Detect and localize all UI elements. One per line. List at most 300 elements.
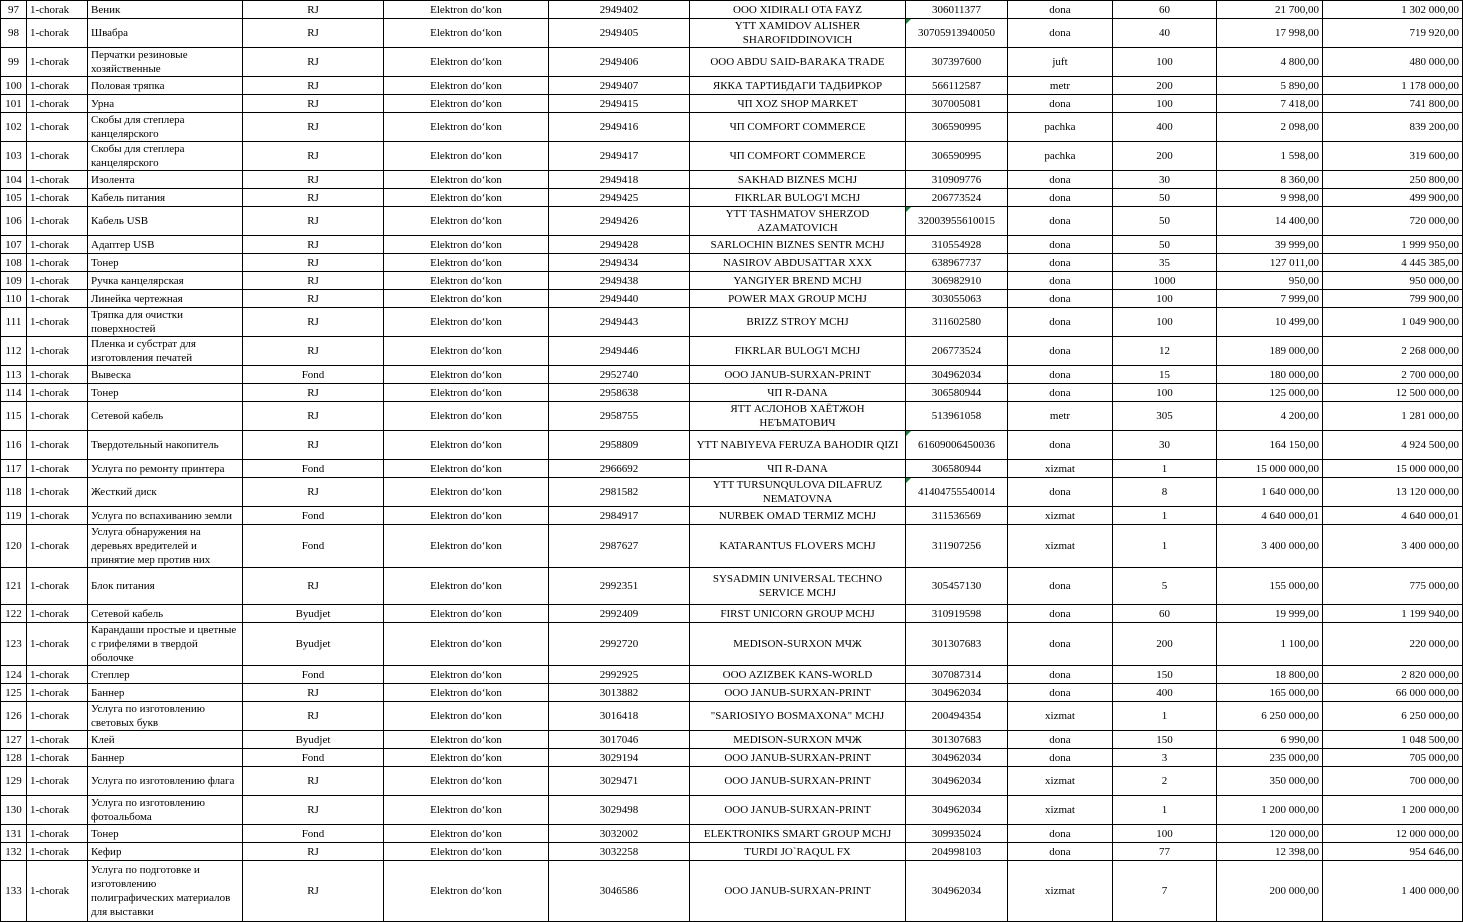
total-amount-cell: 1 199 940,00 [1323,605,1463,623]
quantity-cell: 200 [1113,623,1217,666]
unit-cell: pachka [1008,113,1113,142]
unit-cell: xizmat [1008,525,1113,568]
supplier-tin-cell: 32003955610015 [906,207,1008,236]
supplier-tin-cell: 41404755540014 [906,478,1008,507]
item-name-cell: Услуга по изготовлению флага [88,767,243,796]
item-name-cell: Адаптер USB [88,236,243,254]
quantity-cell: 50 [1113,207,1217,236]
funding-source-cell: Fond [243,507,384,525]
table-row [1,605,1463,623]
table-row [1,171,1463,189]
total-amount-cell: 1 400 000,00 [1323,861,1463,922]
contract-number-cell: 2949443 [549,308,690,337]
contract-number-cell: 2952740 [549,366,690,384]
item-name-cell: Изолента [88,171,243,189]
funding-source-cell: RJ [243,843,384,861]
row-number: 114 [1,384,27,402]
table-row [1,507,1463,525]
table-row [1,666,1463,684]
total-amount-cell: 4 445 385,00 [1323,254,1463,272]
row-number: 123 [1,623,27,666]
unit-cell: dona [1008,272,1113,290]
row-number: 109 [1,272,27,290]
unit-price-cell: 6 990,00 [1217,731,1323,749]
contract-number-cell: 2992351 [549,568,690,605]
contract-number-cell: 2949446 [549,337,690,366]
unit-cell: dona [1008,308,1113,337]
unit-cell: dona [1008,384,1113,402]
contract-number-cell: 2949428 [549,236,690,254]
unit-price-cell: 350 000,00 [1217,767,1323,796]
quarter-cell: 1-chorak [27,507,88,525]
quarter-cell: 1-chorak [27,460,88,478]
quarter-cell: 1-chorak [27,605,88,623]
supplier-name-cell: OOO JANUB-SURXAN-PRINT [690,684,906,702]
procurement-method-cell: Elektron do‘kon [384,460,549,478]
quantity-cell: 305 [1113,402,1217,431]
quantity-cell: 100 [1113,95,1217,113]
procurement-method-cell: Elektron do‘kon [384,431,549,460]
contract-number-cell: 2949418 [549,171,690,189]
contract-number-cell: 2949406 [549,48,690,77]
item-name-cell: Урна [88,95,243,113]
quarter-cell: 1-chorak [27,767,88,796]
quarter-cell: 1-chorak [27,796,88,825]
supplier-tin-cell: 200494354 [906,702,1008,731]
table-row [1,113,1463,142]
quantity-cell: 5 [1113,568,1217,605]
item-name-cell: Степлер [88,666,243,684]
quantity-cell: 50 [1113,236,1217,254]
supplier-tin-cell: 638967737 [906,254,1008,272]
procurement-method-cell: Elektron do‘kon [384,113,549,142]
supplier-tin-cell: 61609006450036 [906,431,1008,460]
quarter-cell: 1-chorak [27,189,88,207]
supplier-name-cell: OOO XIDIRALI OTA FAYZ [690,1,906,19]
row-number: 115 [1,402,27,431]
contract-number-cell: 2984917 [549,507,690,525]
quarter-cell: 1-chorak [27,431,88,460]
funding-source-cell: Fond [243,366,384,384]
supplier-tin-cell: 307005081 [906,95,1008,113]
funding-source-cell: RJ [243,171,384,189]
unit-price-cell: 4 640 000,01 [1217,507,1323,525]
quarter-cell: 1-chorak [27,861,88,922]
supplier-tin-cell: 303055063 [906,290,1008,308]
procurement-method-cell: Elektron do‘kon [384,749,549,767]
supplier-tin-cell: 304962034 [906,861,1008,922]
funding-source-cell: Fond [243,825,384,843]
total-amount-cell: 1 178 000,00 [1323,77,1463,95]
quantity-cell: 100 [1113,825,1217,843]
quantity-cell: 77 [1113,843,1217,861]
supplier-tin-cell: 304962034 [906,767,1008,796]
quarter-cell: 1-chorak [27,702,88,731]
supplier-tin-cell: 307397600 [906,48,1008,77]
quantity-cell: 100 [1113,384,1217,402]
table-row [1,684,1463,702]
unit-cell: dona [1008,366,1113,384]
procurement-method-cell: Elektron do‘kon [384,142,549,171]
supplier-name-cell: POWER MAX GROUP MCHJ [690,290,906,308]
contract-number-cell: 3029498 [549,796,690,825]
funding-source-cell: Fond [243,525,384,568]
funding-source-cell: RJ [243,19,384,48]
contract-number-cell: 2958755 [549,402,690,431]
unit-price-cell: 12 398,00 [1217,843,1323,861]
supplier-name-cell: ЯККА ТАРТИБДАГИ ТАДБИРКОР [690,77,906,95]
item-name-cell: Сетевой кабель [88,605,243,623]
item-name-cell: Линейка чертежная [88,290,243,308]
quantity-cell: 2 [1113,767,1217,796]
contract-number-cell: 2949405 [549,19,690,48]
procurement-method-cell: Elektron do‘kon [384,666,549,684]
quantity-cell: 400 [1113,113,1217,142]
unit-cell: dona [1008,825,1113,843]
unit-cell: xizmat [1008,861,1113,922]
row-number: 108 [1,254,27,272]
supplier-tin-cell: 306580944 [906,384,1008,402]
unit-cell: dona [1008,1,1113,19]
supplier-name-cell: OOO ABDU SAID-BARAKA TRADE [690,48,906,77]
supplier-name-cell: ELEKTRONIKS SMART GROUP MCHJ [690,825,906,843]
procurement-method-cell: Elektron do‘kon [384,48,549,77]
quantity-cell: 1 [1113,525,1217,568]
contract-number-cell: 2966692 [549,460,690,478]
quantity-cell: 3 [1113,749,1217,767]
supplier-tin-cell: 306011377 [906,1,1008,19]
unit-cell: dona [1008,431,1113,460]
unit-price-cell: 39 999,00 [1217,236,1323,254]
supplier-name-cell: SARLOCHIN BIZNES SENTR MCHJ [690,236,906,254]
procurement-method-cell: Elektron do‘kon [384,272,549,290]
item-name-cell: Перчатки резиновые хозяйственные [88,48,243,77]
quantity-cell: 400 [1113,684,1217,702]
supplier-name-cell: YTT TASHMATOV SHERZOD AZAMATOVICH [690,207,906,236]
contract-number-cell: 2987627 [549,525,690,568]
row-number: 124 [1,666,27,684]
quarter-cell: 1-chorak [27,95,88,113]
quarter-cell: 1-chorak [27,684,88,702]
unit-cell: dona [1008,95,1113,113]
row-number: 118 [1,478,27,507]
quarter-cell: 1-chorak [27,207,88,236]
quarter-cell: 1-chorak [27,843,88,861]
unit-cell: dona [1008,207,1113,236]
contract-number-cell: 2992720 [549,623,690,666]
supplier-tin-cell: 305457130 [906,568,1008,605]
unit-cell: xizmat [1008,702,1113,731]
quarter-cell: 1-chorak [27,478,88,507]
contract-number-cell: 3016418 [549,702,690,731]
unit-price-cell: 14 400,00 [1217,207,1323,236]
supplier-tin-cell: 30705913940050 [906,19,1008,48]
supplier-name-cell: YTT XAMIDOV ALISHER SHAROFIDDINOVICH [690,19,906,48]
row-number: 126 [1,702,27,731]
table-row [1,843,1463,861]
supplier-name-cell: SAKHAD BIZNES MCHJ [690,171,906,189]
supplier-name-cell: ЧП R-DANA [690,460,906,478]
contract-number-cell: 2949407 [549,77,690,95]
quantity-cell: 1 [1113,796,1217,825]
total-amount-cell: 1 048 500,00 [1323,731,1463,749]
quantity-cell: 1 [1113,702,1217,731]
funding-source-cell: RJ [243,189,384,207]
unit-price-cell: 5 890,00 [1217,77,1323,95]
unit-price-cell: 18 800,00 [1217,666,1323,684]
total-amount-cell: 3 400 000,00 [1323,525,1463,568]
contract-number-cell: 2949415 [549,95,690,113]
funding-source-cell: RJ [243,142,384,171]
row-number: 131 [1,825,27,843]
funding-source-cell: Fond [243,666,384,684]
supplier-tin-cell: 304962034 [906,749,1008,767]
funding-source-cell: RJ [243,254,384,272]
unit-price-cell: 1 640 000,00 [1217,478,1323,507]
unit-cell: xizmat [1008,460,1113,478]
unit-cell: dona [1008,337,1113,366]
funding-source-cell: RJ [243,48,384,77]
quarter-cell: 1-chorak [27,366,88,384]
quantity-cell: 150 [1113,666,1217,684]
unit-price-cell: 6 250 000,00 [1217,702,1323,731]
row-number: 106 [1,207,27,236]
unit-cell: metr [1008,77,1113,95]
table-row [1,337,1463,366]
contract-number-cell: 2949416 [549,113,690,142]
total-amount-cell: 950 000,00 [1323,272,1463,290]
unit-price-cell: 1 100,00 [1217,623,1323,666]
funding-source-cell: RJ [243,77,384,95]
unit-price-cell: 3 400 000,00 [1217,525,1323,568]
quarter-cell: 1-chorak [27,254,88,272]
table-row [1,623,1463,666]
quantity-cell: 8 [1113,478,1217,507]
row-number: 97 [1,1,27,19]
unit-price-cell: 120 000,00 [1217,825,1323,843]
contract-number-cell: 3017046 [549,731,690,749]
unit-price-cell: 1 598,00 [1217,142,1323,171]
item-name-cell: Пленка и субстрат для изготовления печатей [88,337,243,366]
quantity-cell: 30 [1113,431,1217,460]
table-row [1,460,1463,478]
procurement-method-cell: Elektron do‘kon [384,525,549,568]
unit-price-cell: 17 998,00 [1217,19,1323,48]
unit-price-cell: 164 150,00 [1217,431,1323,460]
procurement-method-cell: Elektron do‘kon [384,207,549,236]
procurement-method-cell: Elektron do‘kon [384,825,549,843]
unit-price-cell: 15 000 000,00 [1217,460,1323,478]
funding-source-cell: RJ [243,684,384,702]
supplier-tin-cell: 306580944 [906,460,1008,478]
table-row [1,431,1463,460]
row-number: 125 [1,684,27,702]
unit-cell: metr [1008,402,1113,431]
row-number: 99 [1,48,27,77]
unit-price-cell: 4 800,00 [1217,48,1323,77]
supplier-tin-cell: 304962034 [906,366,1008,384]
supplier-tin-cell: 311536569 [906,507,1008,525]
funding-source-cell: Fond [243,460,384,478]
unit-price-cell: 180 000,00 [1217,366,1323,384]
total-amount-cell: 220 000,00 [1323,623,1463,666]
table-row [1,749,1463,767]
total-amount-cell: 1 281 000,00 [1323,402,1463,431]
quantity-cell: 7 [1113,861,1217,922]
supplier-name-cell: MEDISON-SURXON МЧЖ [690,623,906,666]
unit-price-cell: 9 998,00 [1217,189,1323,207]
supplier-tin-cell: 310919598 [906,605,1008,623]
quarter-cell: 1-chorak [27,525,88,568]
item-name-cell: Тонер [88,825,243,843]
quantity-cell: 1000 [1113,272,1217,290]
funding-source-cell: RJ [243,272,384,290]
item-name-cell: Половая тряпка [88,77,243,95]
unit-cell: dona [1008,171,1113,189]
table-row [1,796,1463,825]
quarter-cell: 1-chorak [27,402,88,431]
table-row [1,1,1463,19]
supplier-name-cell: FIKRLAR BULOG'I MCHJ [690,337,906,366]
unit-cell: dona [1008,605,1113,623]
item-name-cell: Тонер [88,384,243,402]
item-name-cell: Жесткий диск [88,478,243,507]
quantity-cell: 60 [1113,1,1217,19]
quantity-cell: 60 [1113,605,1217,623]
item-name-cell: Баннер [88,684,243,702]
quarter-cell: 1-chorak [27,1,88,19]
unit-cell: juft [1008,48,1113,77]
item-name-cell: Швабра [88,19,243,48]
table-row [1,207,1463,236]
funding-source-cell: RJ [243,113,384,142]
unit-price-cell: 4 200,00 [1217,402,1323,431]
table-row [1,478,1463,507]
table-row [1,402,1463,431]
procurement-method-cell: Elektron do‘kon [384,702,549,731]
supplier-tin-cell: 206773524 [906,189,1008,207]
row-number: 121 [1,568,27,605]
table-row [1,272,1463,290]
quarter-cell: 1-chorak [27,290,88,308]
quarter-cell: 1-chorak [27,384,88,402]
unit-cell: dona [1008,749,1113,767]
total-amount-cell: 1 049 900,00 [1323,308,1463,337]
supplier-tin-cell: 309935024 [906,825,1008,843]
table-row [1,142,1463,171]
supplier-tin-cell: 307087314 [906,666,1008,684]
supplier-tin-cell: 301307683 [906,623,1008,666]
funding-source-cell: RJ [243,207,384,236]
supplier-name-cell: NASIROV ABDUSATTAR XXX [690,254,906,272]
unit-price-cell: 189 000,00 [1217,337,1323,366]
unit-price-cell: 2 098,00 [1217,113,1323,142]
unit-price-cell: 200 000,00 [1217,861,1323,922]
contract-number-cell: 2949434 [549,254,690,272]
procurement-method-cell: Elektron do‘kon [384,236,549,254]
supplier-name-cell: OOO JANUB-SURXAN-PRINT [690,749,906,767]
item-name-cell: Кабель USB [88,207,243,236]
contract-number-cell: 3032258 [549,843,690,861]
quantity-cell: 100 [1113,290,1217,308]
item-name-cell: Вывеска [88,366,243,384]
row-number: 112 [1,337,27,366]
table-row [1,48,1463,77]
item-name-cell: Услуга по ремонту принтера [88,460,243,478]
item-name-cell: Скобы для степлера канцелярского [88,113,243,142]
supplier-tin-cell: 566112587 [906,77,1008,95]
table-body [1,1,1463,922]
supplier-name-cell: YANGIYER BREND MCHJ [690,272,906,290]
unit-cell: dona [1008,254,1113,272]
supplier-name-cell: ЧП COMFORT COMMERCE [690,113,906,142]
item-name-cell: Блок питания [88,568,243,605]
quarter-cell: 1-chorak [27,113,88,142]
unit-cell: xizmat [1008,767,1113,796]
quantity-cell: 40 [1113,19,1217,48]
table-row [1,825,1463,843]
total-amount-cell: 4 640 000,01 [1323,507,1463,525]
row-number: 130 [1,796,27,825]
quarter-cell: 1-chorak [27,568,88,605]
supplier-name-cell: YTT NABIYEVA FERUZA BAHODIR QIZI [690,431,906,460]
supplier-name-cell: OOO JANUB-SURXAN-PRINT [690,767,906,796]
funding-source-cell: RJ [243,568,384,605]
supplier-name-cell: ЧП XOZ SHOP MARKET [690,95,906,113]
item-name-cell: Кефир [88,843,243,861]
procurement-method-cell: Elektron do‘kon [384,366,549,384]
row-number: 129 [1,767,27,796]
supplier-tin-cell: 304962034 [906,796,1008,825]
contract-number-cell: 3013882 [549,684,690,702]
contract-number-cell: 2949417 [549,142,690,171]
supplier-tin-cell: 311907256 [906,525,1008,568]
row-number: 116 [1,431,27,460]
procurement-method-cell: Elektron do‘kon [384,337,549,366]
quarter-cell: 1-chorak [27,731,88,749]
supplier-tin-cell: 301307683 [906,731,1008,749]
unit-price-cell: 7 418,00 [1217,95,1323,113]
table-row [1,767,1463,796]
unit-cell: xizmat [1008,796,1113,825]
contract-number-cell: 2949438 [549,272,690,290]
unit-price-cell: 10 499,00 [1217,308,1323,337]
table-row [1,19,1463,48]
total-amount-cell: 2 268 000,00 [1323,337,1463,366]
row-number: 102 [1,113,27,142]
table-row [1,525,1463,568]
supplier-name-cell: YTT TURSUNQULOVA DILAFRUZ NEMATOVNA [690,478,906,507]
funding-source-cell: RJ [243,431,384,460]
funding-source-cell: RJ [243,767,384,796]
contract-number-cell: 2992409 [549,605,690,623]
table-row [1,236,1463,254]
procurement-method-cell: Elektron do‘kon [384,95,549,113]
contract-number-cell: 2958638 [549,384,690,402]
unit-price-cell: 21 700,00 [1217,1,1323,19]
contract-number-cell: 2949425 [549,189,690,207]
total-amount-cell: 719 920,00 [1323,19,1463,48]
unit-cell: dona [1008,843,1113,861]
quantity-cell: 100 [1113,308,1217,337]
table-row [1,366,1463,384]
unit-cell: dona [1008,731,1113,749]
supplier-name-cell: NURBEK OMAD TERMIZ MCHJ [690,507,906,525]
row-number: 111 [1,308,27,337]
contract-number-cell: 2949440 [549,290,690,308]
funding-source-cell: RJ [243,702,384,731]
item-name-cell: Услуга по изготовлению фотоальбома [88,796,243,825]
